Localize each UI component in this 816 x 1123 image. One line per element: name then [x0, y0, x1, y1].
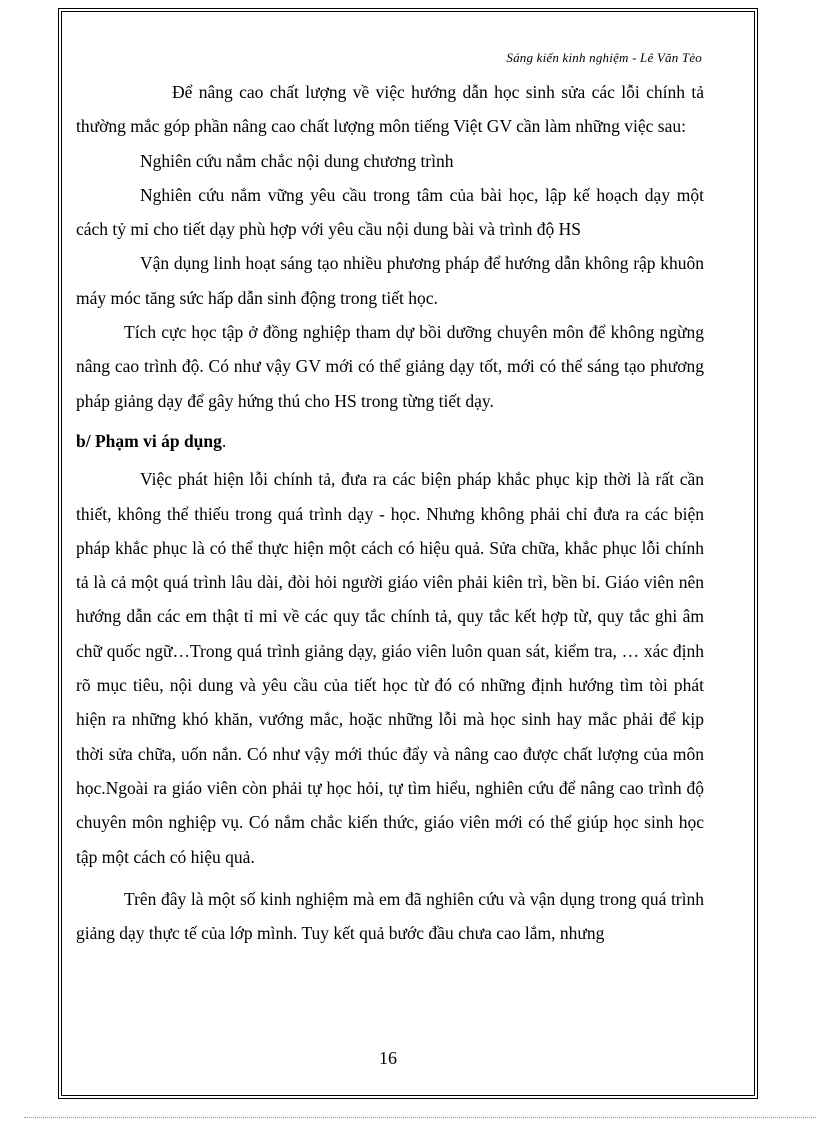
- section-heading-text: b/ Phạm vi áp dụng: [76, 430, 222, 451]
- document-body: [76, 75, 704, 950]
- paragraph-item-3: Vận dụng linh hoạt sáng tạo nhiều phương pháp để hướng dẫn không rập khuôn máy móc tăng sức hấp dẫn sinh động trong tiết học.: [76, 253, 704, 308]
- page-number: 16: [379, 1048, 397, 1068]
- footer-separator: [24, 1117, 816, 1118]
- paragraph-item-1: Nghiên cứu nắm chắc nội dung chương trình: [140, 150, 454, 171]
- paragraph-item-2: Nghiên cứu nắm vững yêu cầu trong tâm của bài học, lập kế hoạch dạy một cách tỷ mỉ cho tiết dạy phù hợp với yêu cầu nội dung bài và trình độ HS: [76, 184, 704, 240]
- paragraph-intro: Để nâng cao chất lượng về việc hướng dẫn học sinh sửa các lỗi chính tả thường mắc góp phần nâng cao chất lượng môn tiếng Việt GV cần làm những việc sau:: [76, 82, 704, 137]
- running-header: Sáng kiến kinh nghiệm - Lê Văn Tèo: [506, 50, 702, 65]
- section-heading-b: [76, 424, 704, 458]
- paragraph-conclusion: Trên đây là một số kinh nghiệm mà em đã nghiên cứu và vận dụng trong quá trình giảng dạy thực tế của lớp mình. Tuy kết quả bước đầu chưa cao lắm, nhưng: [76, 888, 704, 944]
- paragraph-item-4: Tích cực học tập ở đồng nghiệp tham dự bồi dưỡng chuyên môn để không ngừng nâng cao trình độ. Có như vậy GV mới có thể giảng dạy tốt, mới có thể sáng tạo phương pháp giảng dạy để gây hứng thú cho HS trong từng tiết dạy.: [76, 322, 704, 411]
- section-heading-punct: .: [221, 430, 227, 451]
- paragraph-scope: Việc phát hiện lỗi chính tả, đưa ra các biện pháp khắc phục kịp thời là rất cần thiết, không thể thiếu trong quá trình dạy - học. Nhưng không phải chỉ đưa ra các biện pháp khắc phục là có thể thực hiện một cách có hiệu quả. Sửa chữa, khắc phục lỗi chính tả là cả một quá trình lâu dài, đòi hỏi người giáo viên phải kiên trì, bền bỉ. Giáo viên nên hướng dẫn các em thật tỉ mỉ về các quy tắc chính tả, quy tắc kết hợp từ, quy tắc ghi âm chữ quốc ngữ…Trong quá trình giảng dạy, giáo viên luôn quan sát, kiểm tra, … xác định rõ mục tiêu, nội dung và yêu cầu của tiết học từ đó có những định hướng tìm tòi phát hiện ra những khó khăn, vướng mắc, hoặc những lỗi mà học sinh hay mắc phải để kịp thời sửa chữa, uốn nắn. Có như vậy mới thúc đẩy và nâng cao được chất lượng của môn học.Ngoài ra giáo viên còn phải tự học hỏi, tự tìm hiểu, nghiên cứu để nâng cao trình độ chuyên môn nghiệp vụ. Có nắm chắc kiến thức, giáo viên mới có thể giúp học sinh học tập một cách có hiệu quả.: [76, 469, 704, 867]
